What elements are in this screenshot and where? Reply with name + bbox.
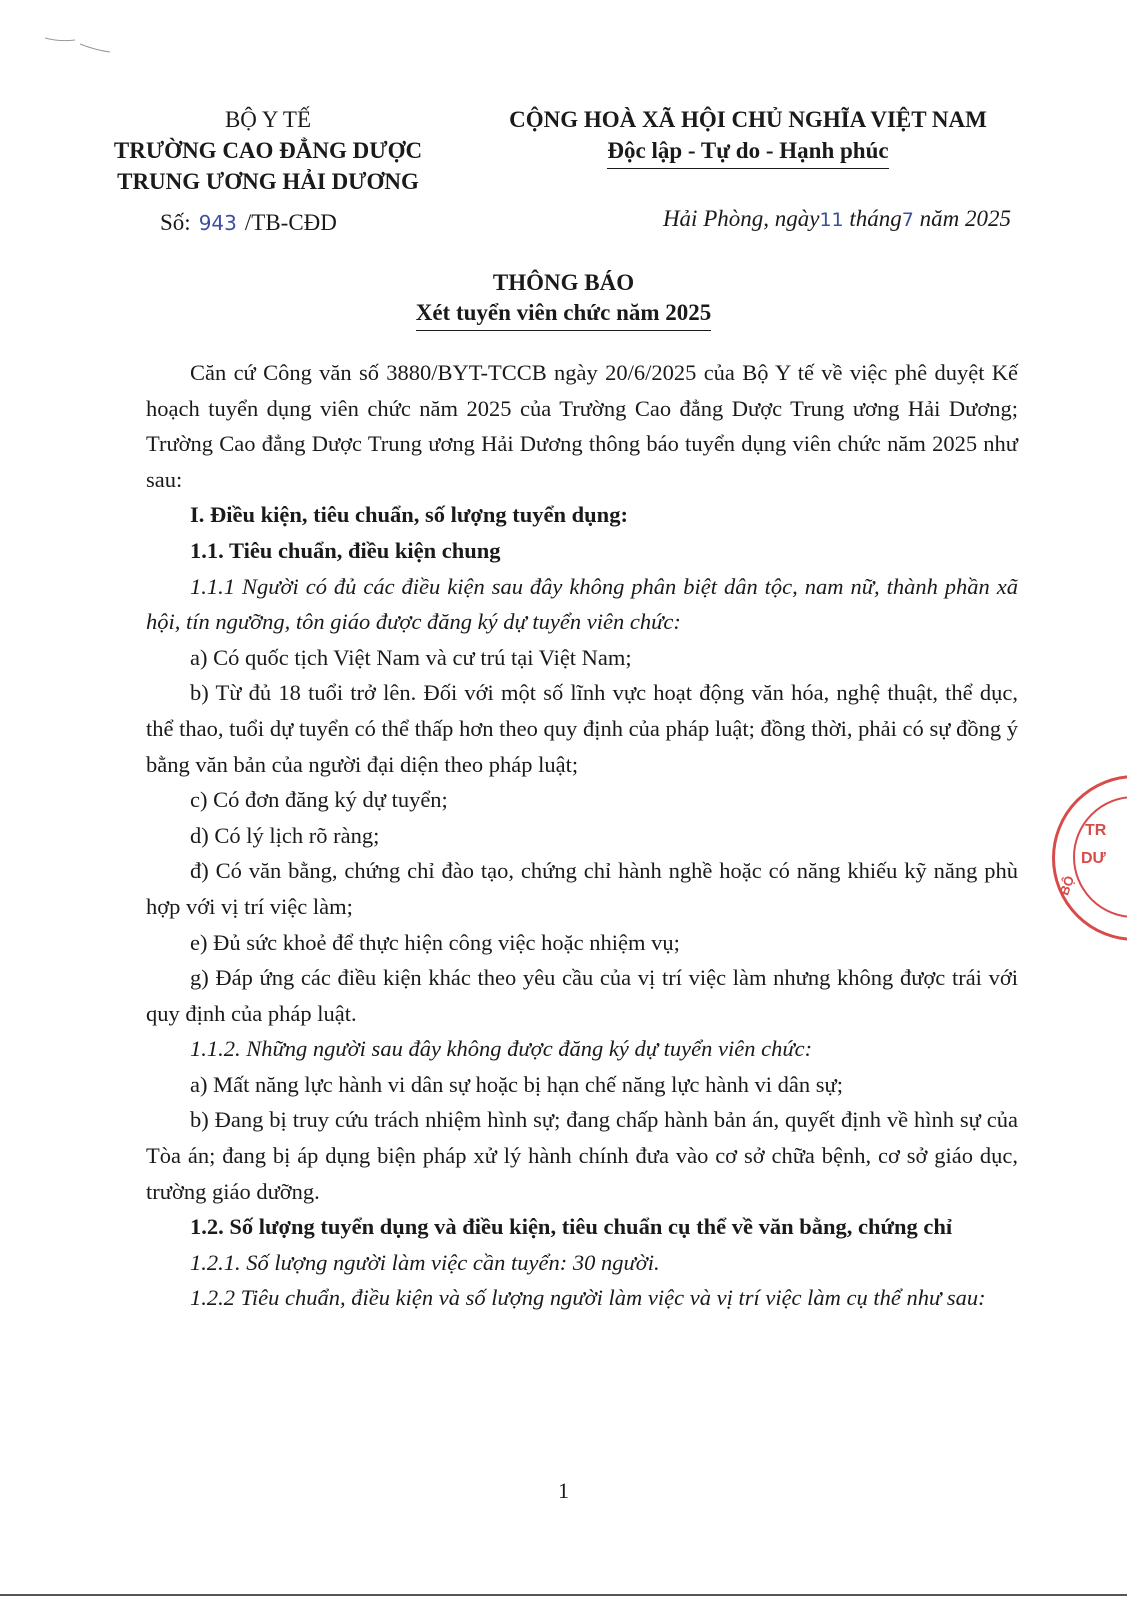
- ministry-name: BỘ Y TẾ: [224, 107, 312, 132]
- section-1-2-1-paragraph: 1.2.1. Số lượng người làm việc cần tuyển: 30 người.: [190, 1249, 660, 1275]
- intro-paragraph: Căn cứ Công văn số 3880/BYT-TCCB ngày 20/6/2025 của Bộ Y tế về việc phê duyệt Kế hoạch tuyển dụng viên chức năm 2025 của Trường Cao đẳng Dược Trung ương Hải Dương; Trường Cao đẳng Dược Trung ương Hải Dương thông báo tuyển dụng viên chức năm 2025 như sau:: [146, 360, 1018, 492]
- place-and-date: [663, 206, 1011, 232]
- doc-number-suffix: /TB-CĐD: [244, 210, 337, 235]
- section-1-2-heading: 1.2. Số lượng tuyển dụng và điều kiện, tiêu chuẩn cụ thể về văn bằng, chứng chỉ: [190, 1214, 953, 1240]
- condition-a: a) Có quốc tịch Việt Nam và cư trú tại Việt Nam;: [190, 644, 632, 670]
- section-1-1-heading: 1.1. Tiêu chuẩn, điều kiện chung: [190, 537, 501, 563]
- condition-c: c) Có đơn đăng ký dự tuyển;: [190, 787, 448, 813]
- section-1-1-1-paragraph: 1.1.1 Người có đủ các điều kiện sau đây không phân biệt dân tộc, nam nữ, thành phần xã hội, tín ngưỡng, tôn giáo được đăng ký dự tuyển viên chức:: [146, 573, 1018, 635]
- school-name-line2: TRUNG ƯƠNG HẢI DƯƠNG: [117, 169, 419, 194]
- condition-dd: đ) Có văn bằng, chứng chỉ đào tạo, chứng chỉ hành nghề hoặc có năng khiếu kỹ năng phù hợp với vị trí việc làm;: [146, 858, 1018, 919]
- school-name-line1: TRƯỜNG CAO ĐẲNG DƯỢC: [113, 138, 423, 163]
- exclusion-a: a) Mất năng lực hành vi dân sự hoặc bị hạn chế năng lực hành vi dân sự;: [190, 1071, 843, 1097]
- condition-d: d) Có lý lịch rõ ràng;: [190, 822, 380, 848]
- place-date-month-label: tháng: [849, 206, 902, 231]
- seal-text-side: BỘ: [1056, 873, 1078, 898]
- condition-e: e) Đủ sức khoẻ để thực hiện công việc hoặc nhiệm vụ;: [190, 929, 680, 955]
- seal-text-top: TR: [1085, 822, 1107, 839]
- section-1-2-2-paragraph: 1.2.2 Tiêu chuẩn, điều kiện và số lượng người làm việc và vị trí việc làm cụ thể như sau:: [190, 1285, 986, 1311]
- condition-b: b) Từ đủ 18 tuổi trở lên. Đối với một số lĩnh vực hoạt động văn hóa, nghệ thuật, thể dục, thể thao, tuổi dự tuyển có thể thấp hơn theo quy định của pháp luật; đồng thời, phải có sự đồng ý bằng văn bản của người đại diện theo pháp luật;: [146, 680, 1018, 777]
- national-header-block: [478, 104, 1018, 169]
- nation-name: CỘNG HOÀ XÃ HỘI CHỦ NGHĨA VIỆT NAM: [509, 107, 987, 132]
- scan-artifact-mark: [40, 30, 130, 70]
- section-1-1-2-paragraph: 1.1.2. Những người sau đây không được đăng ký dự tuyển viên chức:: [190, 1036, 813, 1062]
- document-title-block: [0, 268, 1127, 331]
- place-date-year: năm 2025: [919, 206, 1011, 231]
- place-date-prefix: Hải Phòng, ngày: [662, 206, 820, 231]
- condition-g: g) Đáp ứng các điều kiện khác theo yêu cầu của vị trí việc làm nhưng không được trái với quy định của pháp luật.: [146, 965, 1018, 1026]
- document-title: THÔNG BÁO: [492, 270, 635, 295]
- section-1-heading: I. Điều kiện, tiêu chuẩn, số lượng tuyển dụng:: [190, 502, 628, 528]
- national-motto: Độc lập - Tự do - Hạnh phúc: [607, 135, 888, 169]
- issuing-agency-block: [88, 104, 448, 197]
- doc-number-handwritten: 943: [198, 211, 237, 235]
- document-body: [146, 355, 1018, 1316]
- seal-text-middle: DƯ: [1081, 850, 1106, 867]
- month-handwritten: 7: [901, 209, 914, 231]
- red-seal-stamp: [1052, 775, 1127, 941]
- page-number: 1: [558, 1478, 569, 1503]
- day-handwritten: 11: [819, 209, 844, 231]
- scan-bottom-edge: [0, 1594, 1127, 1596]
- document-subtitle: Xét tuyển viên chức năm 2025: [416, 298, 712, 331]
- doc-number-prefix: Số:: [160, 210, 191, 235]
- document-number: [160, 210, 337, 236]
- exclusion-b: b) Đang bị truy cứu trách nhiệm hình sự; đang chấp hành bản án, quyết định về hình sự của Tòa án; đang bị áp dụng biện pháp xử lý hành chính đưa vào cơ sở chữa bệnh, cơ sở giáo dục, trường giáo dưỡng.: [146, 1107, 1018, 1204]
